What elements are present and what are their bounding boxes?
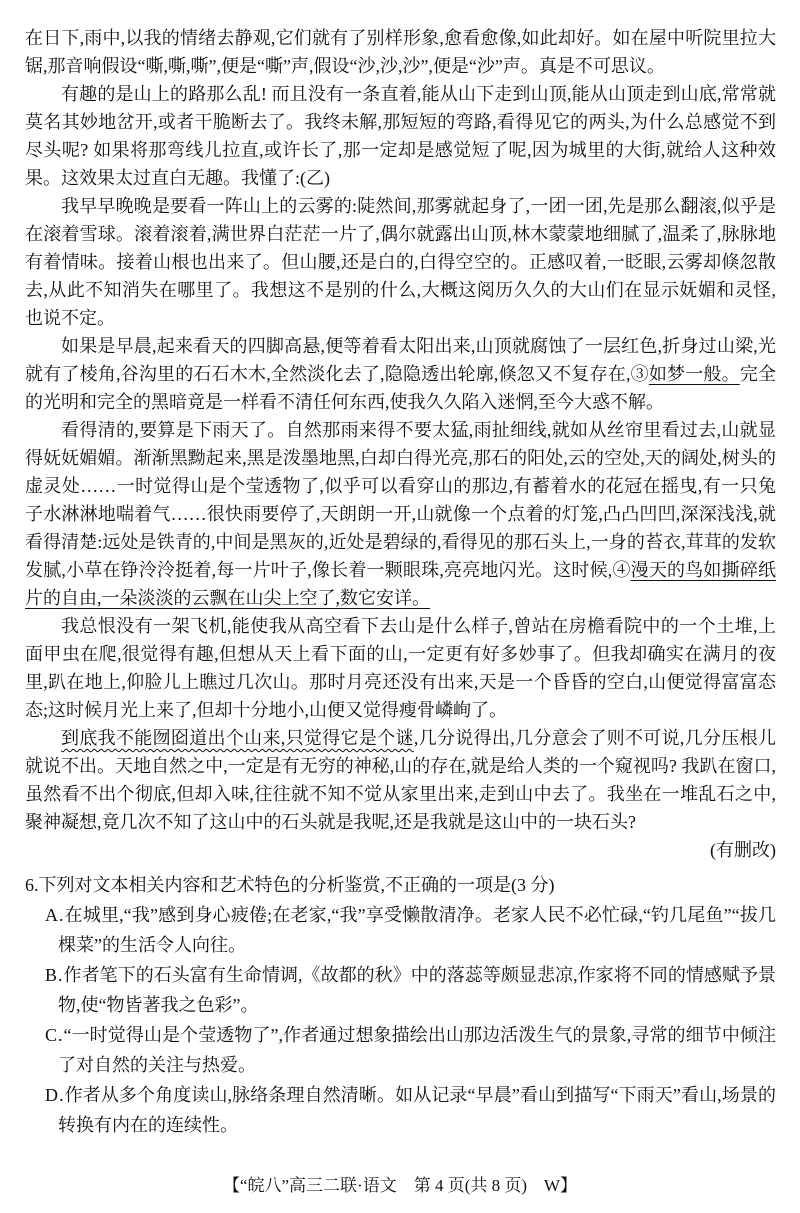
paragraph: [25, 724, 776, 836]
option-label: B.: [45, 965, 64, 985]
text-segment: 看得清的,要算是下雨天了。自然那雨来得不要太猛,雨扯细线,就如从丝帘里看过去,山就显得妩妩媚媚。渐渐黑黝起来,黑是泼墨地黑,白却白得光亮,那石的阳处,云的空处,天的阔处,树头的虚灵处……一时觉得山是个莹透物了,似乎可以看穿山的那边,有蓄着水的花冠在摇曳,有一只兔子水淋淋地喘着气……很快雨要停了,天朗朗一开,山就像一个点着的灯笼,凸凸凹凹,深深浅浅,就看得清楚:远处是铁青的,中间是黑灰的,近处是碧绿的,看得见的那石头上,一身的苔衣,茸茸的发软发腻,小草在铮泠泠挺着,每一片叶子,像长着一颗眼珠,亮亮地闪光。这时候,④: [25, 420, 776, 580]
text-segment: 我早早晚晚是要看一阵山上的云雾的:陡然间,那雾就起身了,一团一团,先是那么翻滚,似乎是在滚着雪球。滚着滚着,满世界白茫茫一片了,偶尔就露出山顶,林木蒙蒙地细腻了,温柔了,脉脉地有着情味。接着山根也出来了。但山腰,还是白的,白得空空的。正感叹着,一眨眼,云雾却倏忽散去,从此不知消失在哪里了。我想这不是别的什么,大概这阅历久久的大山们在显示妩媚和灵怪,也说不定。: [25, 196, 776, 328]
option-label: A.: [45, 905, 65, 925]
option-B: [45, 960, 776, 1020]
option-text: “一时觉得山是个莹透物了”,作者通过想象描绘出山那边活泼生气的景象,寻常的细节中倾注了对自然的关注与热爱。: [58, 1025, 776, 1075]
text-segment: (有删改): [710, 840, 776, 860]
text-segment: 如果是早晨,起来看天的四脚高悬,便等着看太阳出来,山顶就腐蚀了一层红色,折身过山梁,光就有了棱角,谷沟里的石石木木,全然淡化去了,隐隐透出轮廓,倏忽又不复存在,③: [25, 336, 776, 384]
options-list: [25, 900, 776, 1140]
paragraph: [25, 416, 776, 612]
option-label: D.: [45, 1085, 65, 1105]
wavy-underlined-text-segment: 到底我不能囫囵道出个山来,只觉得它是个谜: [61, 728, 414, 748]
reading-passage: [25, 24, 776, 864]
paragraph: [25, 192, 776, 332]
option-text: 作者笔下的石头富有生命情调,《故都的秋》中的落蕊等颇显悲凉,作家将不同的情感赋予景物,使“物皆著我之色彩”。: [58, 965, 776, 1015]
page-footer: 【“皖八”高三二联·语文 第 4 页(共 8 页) W】: [222, 1176, 578, 1195]
paragraph: [25, 836, 776, 864]
option-text: 在城里,“我”感到身心疲倦;在老家,“我”享受懒散清净。老家人民不必忙碌,“钓几尾鱼”“拔几棵菜”的生活令人向往。: [58, 905, 776, 955]
question-6: [25, 870, 776, 1140]
question-stem: 6.下列对文本相关内容和艺术特色的分析鉴赏,不正确的一项是(3 分): [25, 875, 555, 895]
underlined-text-segment: 漫天的鸟如撕碎纸片的自由,一朵淡淡的云飘在山尖上空了,数它安详。: [25, 560, 777, 608]
text-segment: 有趣的是山上的路那么乱! 而且没有一条直着,能从山下走到山顶,能从山顶走到山底,常常就莫名其妙地岔开,或者干脆断去了。我终未解,那短短的弯路,看得见它的两头,为什么总感觉不到尽头呢? 如果将那弯线儿拉直,或许长了,那一定却是感觉短了呢,因为城里的大街,就给人这种效果。这效果太过直白无趣。我懂了:(乙): [25, 84, 776, 188]
text-segment: ,几分说得出,几分意会了则不可说,几分压根儿就说不出。天地自然之中,一定是有无穷的神秘,山的存在,就是给人类的一个窥视吗? 我趴在窗口,虽然看不出个彻底,但却入味,往往就不知不觉从家里出来,走到山中去了。我坐在一堆乱石之中,聚神凝想,竟几次不知了这山中的石头就是我呢,还是我就是这山中的一块石头?: [25, 728, 777, 832]
paragraph: [25, 332, 776, 416]
underlined-text-segment: 如梦一般。: [648, 364, 740, 384]
text-segment: 在日下,雨中,以我的情绪去静观,它们就有了别样形象,愈看愈像,如此却好。如在屋中听院里拉大锯,那音响假设“嘶,嘶,嘶”,便是“嘶”声,假设“沙,沙,沙”,便是“沙”声。真是不可思议。: [25, 28, 776, 76]
paragraph: [25, 80, 776, 192]
option-D: [45, 1080, 776, 1140]
option-A: [45, 900, 776, 960]
option-C: [45, 1020, 776, 1080]
paragraph: [25, 612, 776, 724]
option-text: 作者从多个角度读山,脉络条理自然清晰。如从记录“早晨”看山到描写“下雨天”看山,场景的转换有内在的连续性。: [58, 1085, 776, 1135]
paragraph: [25, 24, 776, 80]
text-segment: 我总恨没有一架飞机,能使我从高空看下去山是什么样子,曾站在房檐看院中的一个土堆,上面甲虫在爬,很觉得有趣,但想从天上看下面的山,一定更有好多妙事了。但我却确实在满月的夜里,趴在地上,仰脸儿上瞧过几次山。那时月亮还没有出来,天是一个昏昏的空白,山便觉得富富态态;这时候月光上来了,但却十分地小,山便又觉得瘦骨嶙峋了。: [25, 616, 776, 720]
text-segment: 完全的光明和完全的黑暗竟是一样看不清任何东西,使我久久陷入迷惘,至今大惑不解。: [25, 364, 777, 412]
option-label: C.: [45, 1025, 64, 1045]
